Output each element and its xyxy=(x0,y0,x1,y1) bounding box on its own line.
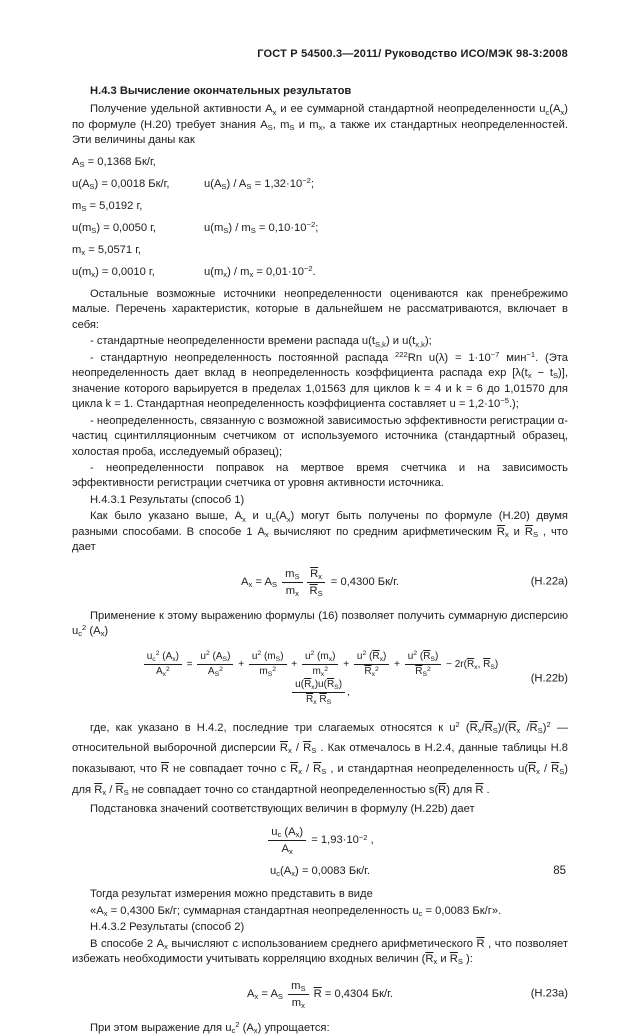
formula-label: (Н.23а) xyxy=(530,987,568,1000)
paragraph-dispersion: Применение к этому выражению формулы (16) позволяет получить суммарную дисперсию $u_c^2$ $(A_x)$ xyxy=(72,609,568,639)
formula-h23a xyxy=(72,979,568,1010)
list-item: - неопределенности поправок на мертвое время счетчика и на зависимость эффективности регистрации счетчика от уровня активности источника. xyxy=(72,462,568,490)
formula-label: (Н.22а) xyxy=(530,575,568,588)
value-left: $u(m_S) = 0,0050$ г, xyxy=(72,222,156,236)
value-row xyxy=(72,199,568,214)
list-item: - неопределенность, связанную с возможной зависимостью эффективности регистрации α-частиц сцинтилляционным счетчиком от используемого источника (стандартный образец, холостая проба, исследуемый образец); xyxy=(72,414,568,458)
value-right: $u(A_S) / A_S = 1,32\cdot 10^{-2}$; xyxy=(204,176,314,192)
formula-h22a xyxy=(72,567,568,598)
value-row xyxy=(72,155,568,170)
subsection-title-h431: Н.4.3.1 Результаты (способ 1) xyxy=(90,493,245,506)
list-item: - стандартную неопределенность постоянной распада $^{222}$Rn $u(\lambda) = 1\cdot 10^{-7}$ мин$^{-1}$. (Эта неопределенность дает вклад в неопределенность коэффициента распада $\exp [\lambda(t_x - t_S)]$, значение которого варьируется в пределах 1,01563 для циклов k = 4 и k = 6 до 1,01570 для цикла k = 1. Стандартная неопределенность коэффициента составляет $u = 1,2\cdot 10^{-5}$.); xyxy=(72,350,568,411)
value-right: $u(m_S) / m_S = 0,10\cdot 10^{-2}$; xyxy=(204,220,319,236)
subsection-title-h432: Н.4.3.2 Результаты (способ 2) xyxy=(90,921,245,934)
document-body xyxy=(72,84,568,1036)
list-item: - стандартные неопределенности времени распада $u(t_{S,k})$ и $u(t_{x,k})$; xyxy=(90,335,432,349)
section-title-h43: Н.4.3 Вычисление окончательных результатов xyxy=(90,85,352,97)
paragraph-intro: Получение удельной активности $A_x$ и ее суммарной стандартной неопределенности $u_c(A_x)$ по формуле (Н.20) требует знания $A_S$, $m_S$ и $m_x$, а также их стандартных неопределенностей. Эти величины даны как xyxy=(72,103,568,147)
value-left: $m_S = 5,0192$ г, xyxy=(72,200,143,214)
formula-body: $\frac{u_c^2 (A_x)}{A_x^2}$ = $\frac{u^2 (A_S)}{A_S^2}$ + $\frac{u^2 (m_S)}{m_S^2}$ + $\frac{u^2 (m_x)}{m_x^2}$ + $\frac{u^2 (\overline{R}_x)}{\overline{R}_x^2}$ + $\frac{u^2 (\overline{R}_S)}{\overline{R}_S^2}$ − $2r(\overline{R}_x$, $\overline{R}_S$) $\frac{u(\overline{R}_x)u(\overline{R}_S)}{\overline{R}_x \overline{R}_S}$ , xyxy=(142,659,499,698)
formula-body: $A_x = A_S$ $\frac{m_S}{m_x}$ $\overline{R} = 0,4304$ Бк/г. xyxy=(247,979,393,1010)
result-formula-2: $u_c(A_x) = 0,0083$ Бк/г. xyxy=(269,864,370,879)
paragraph-simplify: При этом выражение для $u_c^2$ $(A_x)$ упрощается: xyxy=(90,1019,330,1035)
formula-label: (Н.22b) xyxy=(530,671,568,684)
value-row xyxy=(72,221,568,236)
value-row xyxy=(72,177,568,192)
values-list xyxy=(72,155,568,280)
value-left: $m_x = 5,0571$ г, xyxy=(72,244,142,258)
value-right xyxy=(204,155,568,170)
value-row xyxy=(72,243,568,258)
value-left: $u(A_S) = 0,0018$ Бк/г, xyxy=(72,178,170,192)
paragraph-sources: Остальные возможные источники неопределенности оцениваются как пренебрежимо малые. Перечень характеристик, которые в дальнейшем не рассматриваются, включает в себя: xyxy=(72,288,568,331)
paragraph-result-quote: «$A_x = 0,4300$ Бк/г; суммарная стандартная неопределенность $u_c = 0,0083$ Бк/г». xyxy=(90,904,502,918)
formula-h22b xyxy=(72,651,568,707)
paragraph-result-intro: Тогда результат измерения можно представить в виде xyxy=(90,888,373,901)
paragraph-explanation: где, как указано в Н.4.2, последние три слагаемых относятся к $u^2$ $(\overline{R}_x/\overline{R}_S)/(\overline{R}_x$ $/\overline{R}_S)^2$ — относительной выборочной дисперсии $\overline{R}_x / \overline{R}_S$ . Как отмечалось в Н.2.4, данные таблицы Н.8 показывают, что $\overline{R}$ не совпадает точно с $\overline{R}_x / \overline{R}_S$ , и стандартная неопределенность $u(\overline{R}_x / \overline{R}_S)$ для $\overline{R}_x / \overline{R}_S$ не совпадает точно со стандартной неопределенностью $s(\overline{R})$ для $\overline{R}$ . xyxy=(72,719,569,797)
paragraph-method1: Как было указано выше, $A_x$ и $u_c(A_x)$ могут быть получены по формуле (Н.20) двумя разными способами. В способе 1 $A_x$ вычисляют по средним арифметическим $\overline{R}_x$ и $\overline{R}_S$ , что дает xyxy=(72,510,569,554)
value-right xyxy=(204,199,568,214)
page-number: 85 xyxy=(553,865,566,877)
paragraph-method2: В способе 2 $A_x$ вычисляют с использованием среднего арифметического $\overline{R}$ , что позволяет избежать необходимости учитывать корреляцию входных величин ($\overline{R}_x$ и $\overline{R}_S$ ): xyxy=(72,937,569,967)
formula-body: $A_x = A_S$ $\frac{m_S}{m_x}$ $\frac{\overline{R}_x}{\overline{R}_S}$ = 0,4300 Бк/г. xyxy=(241,567,399,598)
value-left: $u(m_x) = 0,0010$ г, xyxy=(72,266,155,280)
value-row xyxy=(72,265,568,280)
value-right: $u(m_x) / m_x = 0,01\cdot 10^{-2}$. xyxy=(204,264,316,280)
value-right xyxy=(204,243,568,258)
paragraph-substitution: Подстановка значений соответствующих величин в формулу (Н.22b) дает xyxy=(90,802,475,815)
result-formula-1: $\frac{u_c (A_x)}{A_x}$ = $1,93\cdot 10^{-2}$ , xyxy=(72,825,568,856)
value-left: $A_S = 0,1368$ Бк/г, xyxy=(72,156,156,170)
page-header: ГОСТ Р 54500.3—2011/ Руководство ИСО/МЭК 98-3:2008 xyxy=(257,48,568,60)
